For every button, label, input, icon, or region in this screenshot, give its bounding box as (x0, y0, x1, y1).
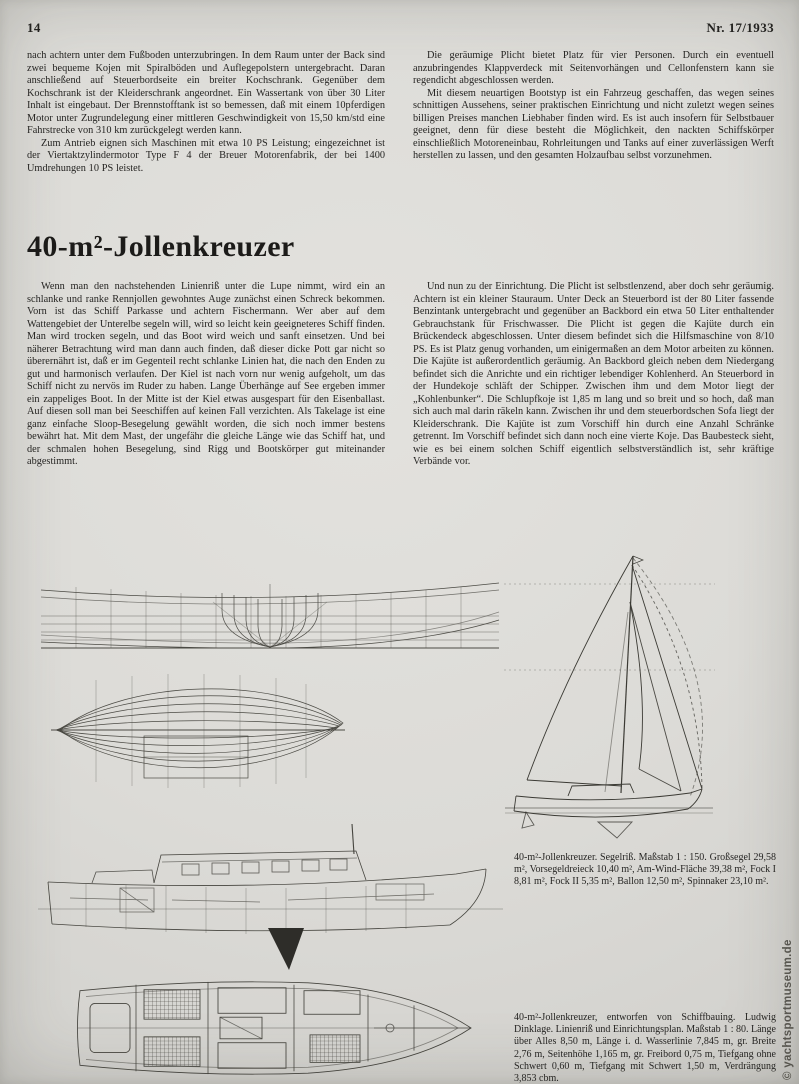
deck-arrangement-drawing (68, 974, 478, 1082)
body-paragraph: Die geräumige Plicht bietet Platz für vier Personen. Durch ein eventuell anzubringendes Klappverdeck mit Seitenvorhängen und Cellonfenstern kann sie regendicht abgeschlossen werden. (413, 50, 774, 86)
sail-plan-svg (502, 550, 717, 842)
watermark-text: © yachtsportmuseum.de (782, 939, 794, 1080)
left-column-top (27, 50, 385, 175)
deck-arrangement-svg (68, 974, 478, 1082)
profile-section-drawing (36, 822, 506, 972)
right-column-bottom (413, 281, 774, 469)
page-number: 14 (27, 20, 41, 35)
body-paragraph: Und nun zu der Einrichtung. Die Plicht ist selbstlenzend, aber doch sehr geräumig. Achtern ist ein kleiner Stauraum. Unter Deck an Steuerbord ist der 80 Liter fassende Benzintank untergebracht und gegenüber an Backbord ein etwa 50 Liter enthaltender Gebrauchstank für Frischwasser. Die Plicht ist gegen die Kajüte durch ein Brückendeck abgeschlossen. Unter diesem befindet sich die Hilfsmaschine von 8/10 PS. Es ist Platz genug vorhanden, um einigermaßen an dem Motor arbeiten zu können. Die Kajüte ist außerordentlich geräumig. An Backbord gleich neben dem Niedergang befindet sich die Anrichte und ein richtiger lebendiger Kohlenherd. An Steuerbord in der Hundekoje schläft der Schipper. Zwischen ihm und dem Motor liegt der „Kohlenbunker“. Die Schlupfkoje ist 1,85 m lang und so breit und so hoch, daß man sich auch mal darin räkeln kann. Zwischen ihr und dem steuerbordschen Sofa liegt der Kleiderschrank. Die Kajüte ist zum Vorschiff hin durch eine Anzahl Schränke getrennt. Im Vorschiff befindet sich dann noch eine vierte Koje. Das Baubesteck sieht, wie es bei einem solchen Schiff eigentlich selbstverständlich ist, sehr kräftige Verbände vor. (413, 281, 774, 467)
body-paragraph: Zum Antrieb eignen sich Maschinen mit etwa 10 PS Leistung; eingezeichnet ist der Viertaktzylindermotor Type F 4 der Breuer Motorenfabrik, der bei 1400 Umdrehungen 10 PS leistet. (27, 137, 385, 174)
body-paragraph: Mit diesem neuartigen Bootstyp ist ein Fahrzeug geschaffen, das wegen seines schnittigen Aussehens, seiner praktischen Einrichtung und nicht zuletzt wegen seines billigen Preises manchen Liebhaber finden wird. Es ist auch insofern für Selbstbauer geeignet, denn für diese besteht die Möglichkeit, den nackten Schiffskörper einschließlich Motoreneinbau, Rohrleitungen und Tanks auf einer zuverlässigen Werft herstellen zu lassen, und den gesamten Holzaufbau selbst vorzunehmen. (413, 87, 774, 161)
body-paragraph: Wenn man den nachstehenden Linienriß unter die Lupe nimmt, wird ein an schlanke und ranke Rennjollen gewohntes Auge zunächst einen Schreck bekommen. Vorn ist das Schiff Parkasse und achtern Fischermann. Wer aber auf dem Wattengebiet der Unterelbe segeln will, wird so leicht kein geeigneteres Schiff finden. Man wird trocken segeln, und das Boot wird weich und sanft einsetzen. Und bei näherer Betrachtung wird man dann auch finden, daß dieser dicke Pott gar nicht so überernährt ist, daß er im Gegenteil recht schlanke Linien hat, die nach den Enden zu gut und harmonisch verlaufen. Der Kiel ist nach vorn nur wenig aufgeholt, um das Schiff nicht zu nervös im Ruder zu haben. Lange Überhänge auf See ergeben immer ein zappeliges Boot. In der Mitte ist der Kiel etwas ausgespart für den Eisenballast. Auf diesen soll man bei Seeschiffen auf keinen Fall verzichten. Als Takelage ist eine ganz einfache Sloop-Besegelung gewählt worden, die sich noch immer bestens bewährt hat. Mit dem Mast, der ungefähr die gleiche Länge wie das Schiff hat, und der schmalen hohen Besegelung, sind Rigg und Bootskörper gut miteinander abgestimmt. (27, 281, 385, 467)
waterlines-plan-svg (48, 666, 348, 798)
lines-plan-caption: 40-m²-Jollenkreuzer, entworfen von Schiffbauing. Ludwig Dinklage. Linienriß und Einrichtungsplan. Maßstab 1 : 80. Länge über Alles 8,50 m, Länge i. d. Wasserlinie 7,845 m, gr. Breite 2,76 m, Seitenhöhe 1,165 m, gr. Freibord 0,75 m, Tiefgang ohne Schwert 0,60 m, Tiefgang mit Schwert 1,50 m, Verdrängung 3,853 cbm. (514, 1012, 776, 1084)
left-column-bottom (27, 281, 385, 469)
waterlines-plan-drawing (48, 666, 348, 798)
sail-plan-caption: 40-m²-Jollenkreuzer. Segelriß. Maßstab 1 : 150. Großsegel 29,58 m², Vorsegeldreieck 10,40 m², Am-Wind-Fläche 39,38 m², Fock I 8,81 m², Fock II 5,35 m², Ballon 12,50 m², Spinnaker 23,10 m². (514, 852, 776, 888)
right-column-top (413, 50, 774, 163)
body-paragraph: nach achtern unter dem Fußboden unterzubringen. In dem Raum unter der Back sind zwei bequeme Kojen mit Spiralböden und Auflegepolstern untergebracht. Daran anschließend auf Steuerbordseite ein breiter Kochschrank. Gegenüber dem Kochschrank ist der Kleiderschrank angeordnet. Ein Wassertank von über 30 Liter Inhalt ist eingebaut. Der Brennstofftank ist so bemessen, daß mit einem 10pferdigen Motor unter Zugrundelegung einer mittleren Geschwindigkeit von 15,50 km/std eine Fahrstrecke von 310 km zurückgelegt werden kann. (27, 50, 385, 136)
issue-number: Nr. 17/1933 (706, 20, 774, 35)
profile-section-svg (36, 822, 506, 972)
lines-plan-svg (35, 550, 505, 662)
page-header (27, 20, 774, 36)
lines-plan-drawing (35, 550, 505, 662)
sail-plan-drawing (502, 550, 717, 842)
article-headline: 40-m²-Jollenkreuzer (27, 230, 295, 263)
